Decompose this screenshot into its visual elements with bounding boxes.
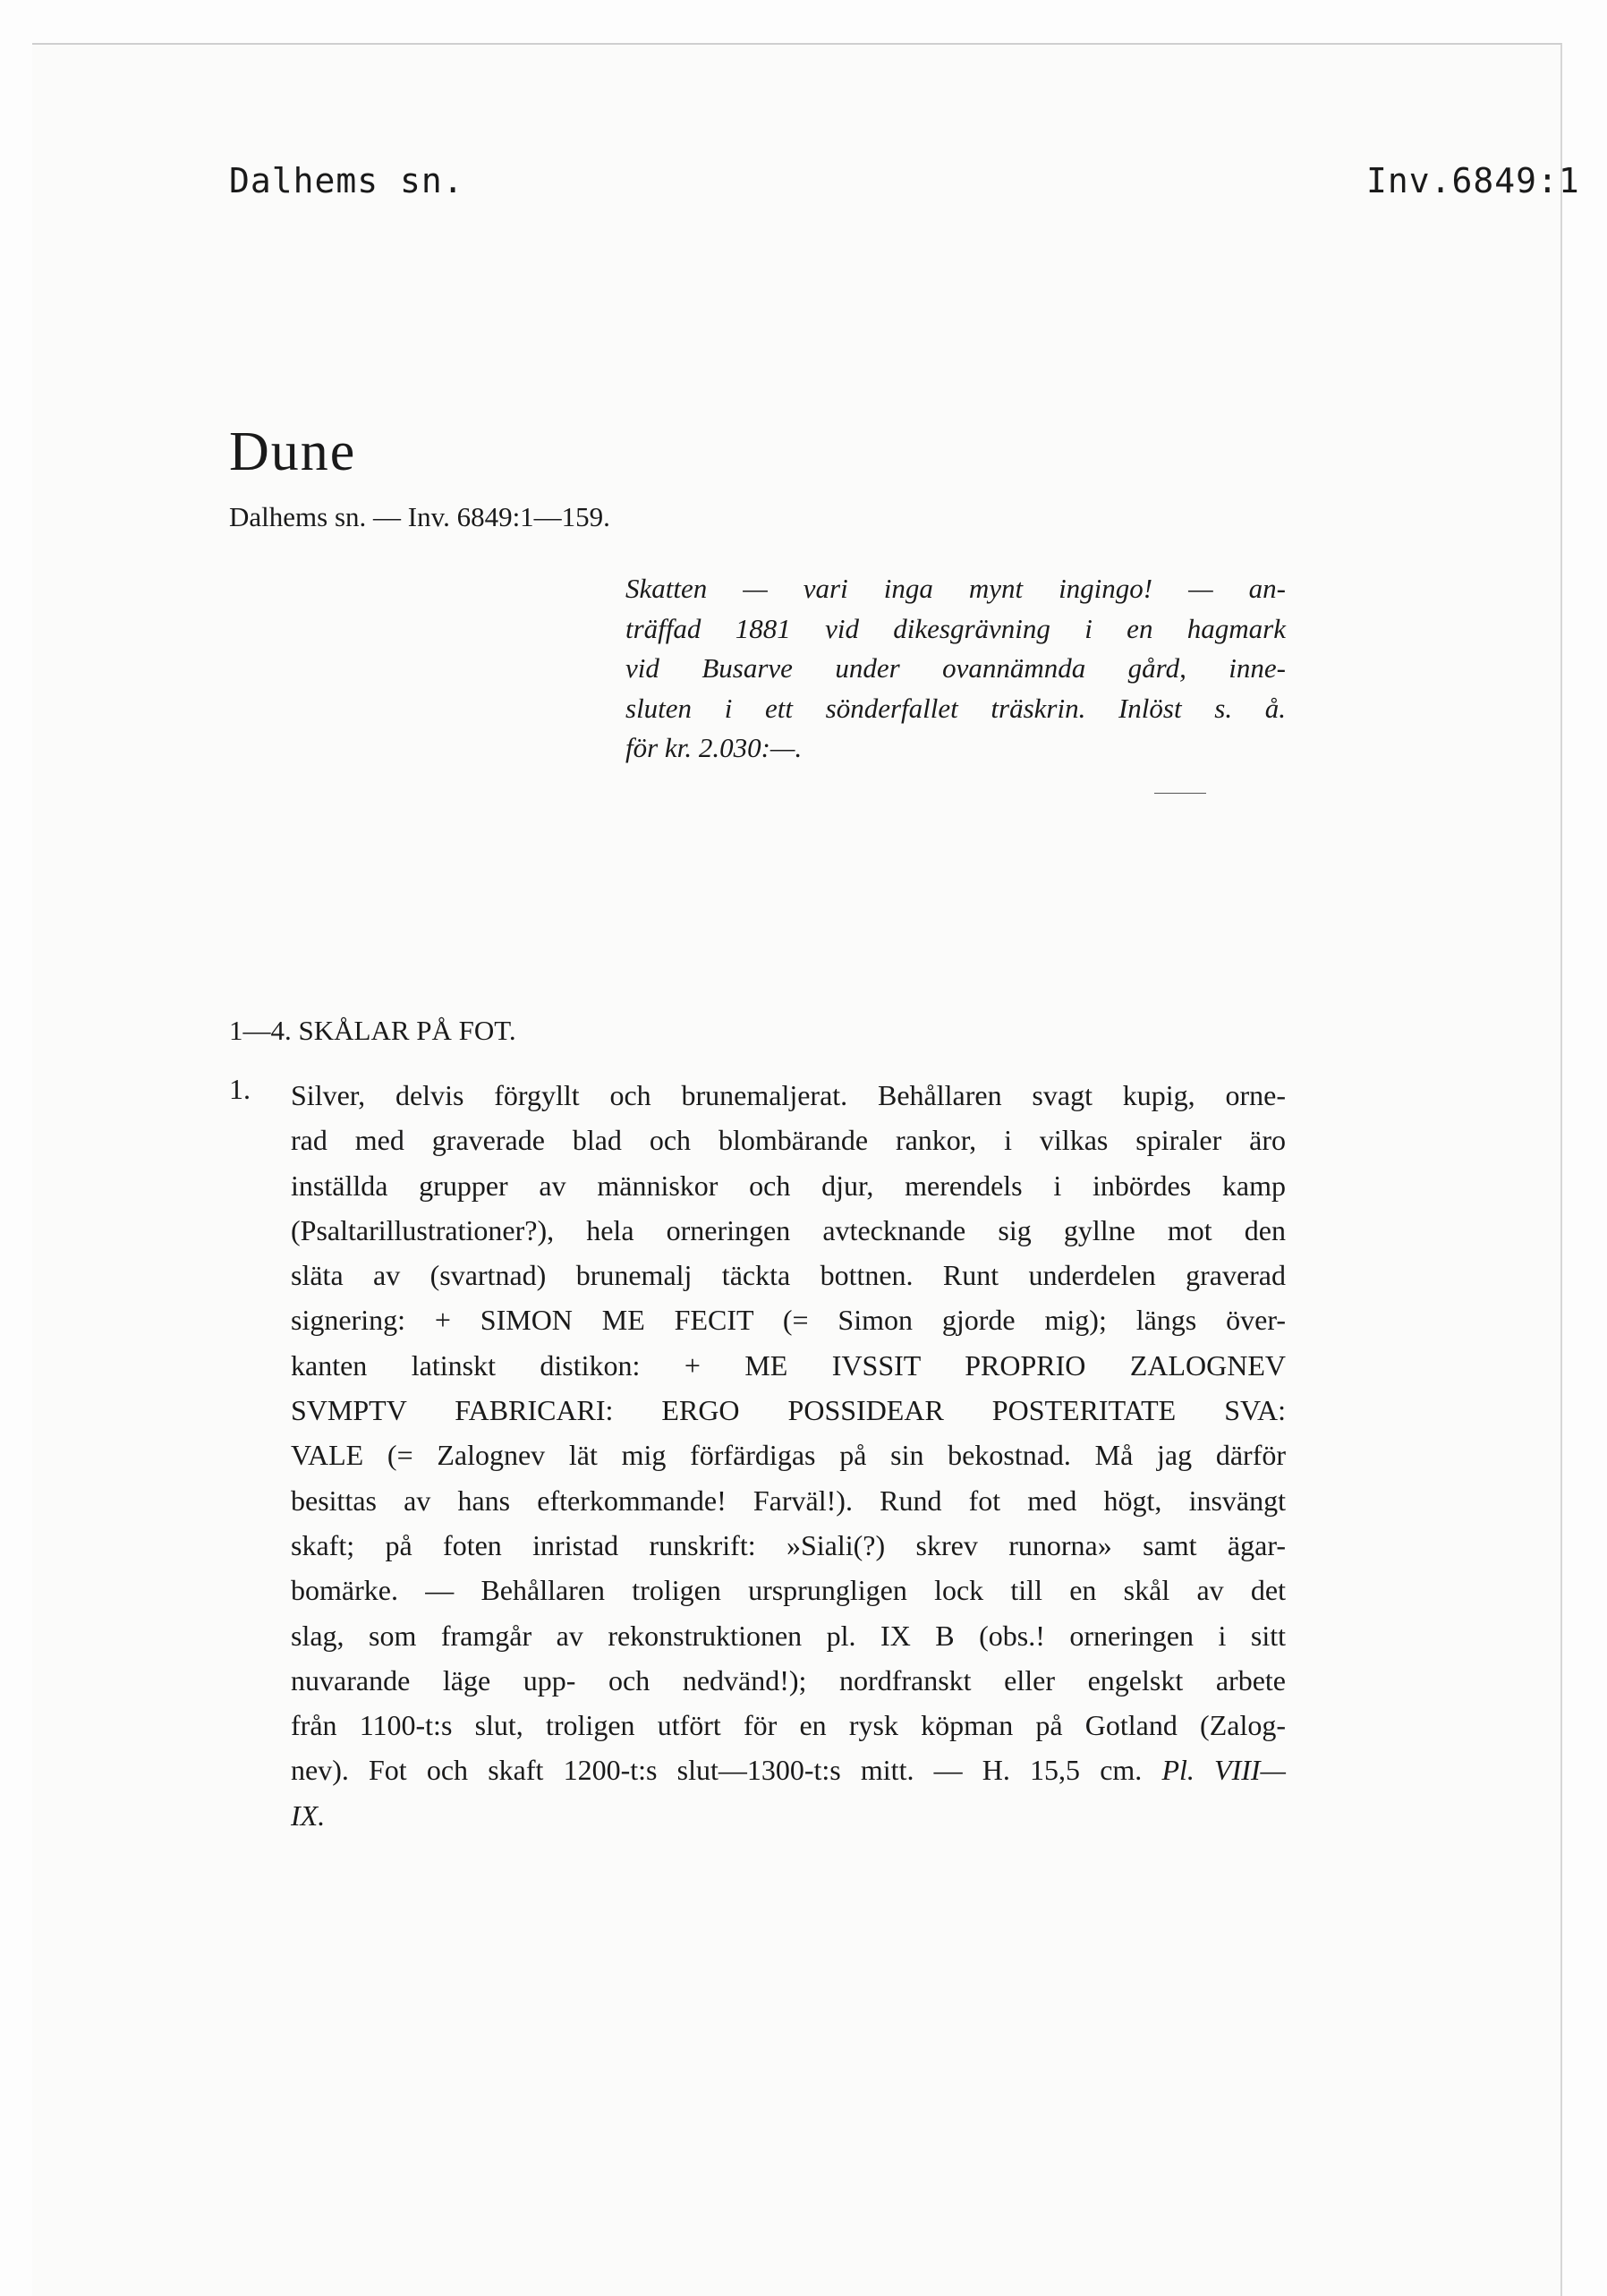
find-note-line: Skatten — vari inga mynt ingingo! — an- (625, 573, 1286, 604)
entry-line: bomärke. — Behållaren troligen ursprungligen lock till en skål av det (291, 1574, 1286, 1607)
find-note-line: för kr. 2.030:—. (625, 732, 803, 763)
find-note-line: sluten i ett sönderfallet träskrin. Inlöst s. å. (625, 692, 1286, 724)
page-title: Dune (229, 421, 357, 482)
entry-line: rad med graverade blad och blombärande rankor, i vilkas spiraler äro (291, 1124, 1286, 1157)
entry-number: 1. (229, 1073, 251, 1105)
entry-description (291, 1073, 1286, 1838)
entry-line: signering: + SIMON ME FECIT (= Simon gjorde mig); längs över- (291, 1304, 1286, 1337)
find-note-line: träffad 1881 vid dikesgrävning i en hagmark (625, 612, 1286, 644)
entry-line: från 1100-t:s slut, troligen utfört för en rysk köpman på Gotland (Zalog- (291, 1709, 1286, 1742)
entry-line-with-plate (291, 1748, 1286, 1792)
plate-reference: Pl. VIII— (1161, 1754, 1287, 1787)
entry-line: skaft; på foten inristad runskrift: »Siali(?) skrev runorna» samt ägar- (291, 1528, 1286, 1561)
entry-line: nuvarande läge upp- och nedvänd!); nordfranskt eller engelskt arbete (291, 1663, 1286, 1696)
find-note (625, 569, 1286, 769)
entry-line: inställda grupper av människor och djur, merendels i inbördes kamp (291, 1169, 1286, 1202)
entry-line: slag, som framgår av rekonstruktionen pl. IX B (obs.! orneringen i sitt (291, 1619, 1286, 1652)
entry-line: kanten latinskt distikon: + ME IVSSIT PROPRIO ZALOGNEV (291, 1348, 1286, 1382)
entry-line: besittas av hans efterkommande! Farväl!). Rund fot med högt, insvängt (291, 1484, 1286, 1517)
plate-reference-cont: IX. (291, 1799, 326, 1832)
entry-line: (Psaltarillustrationer?), hela orneringen avtecknande sig gyllne mot den (291, 1213, 1286, 1246)
entry-line: släta av (svartnad) brunemalj täckta bottnen. Runt underdelen graverad (291, 1259, 1286, 1292)
entry-line: VALE (= Zalognev lät mig förfärdigas på sin bekostnad. Må jag därför (291, 1439, 1286, 1472)
entry-line: SVMPTV FABRICARI: ERGO POSSIDEAR POSTERITATE SVA: (291, 1394, 1286, 1427)
header-inventory-number: Inv.6849:1 (1366, 161, 1580, 200)
entry-line: Silver, delvis förgyllt och brunemaljerat. Behållaren svagt kupig, orne- (291, 1079, 1286, 1111)
entry-line (291, 1793, 1286, 1838)
page-subtitle: Dalhems sn. — Inv. 6849:1—159. (229, 501, 610, 532)
section-heading: 1—4. SKÅLAR PÅ FOT. (229, 1015, 516, 1046)
divider (1154, 793, 1206, 794)
find-note-line: vid Busarve under ovannämnda gård, inne- (625, 652, 1286, 684)
entry-line: nev). Fot och skaft 1200-t:s slut—1300-t:s mitt. — H. 15,5 cm. (291, 1754, 1143, 1787)
header-parish: Dalhems sn. (229, 161, 464, 200)
